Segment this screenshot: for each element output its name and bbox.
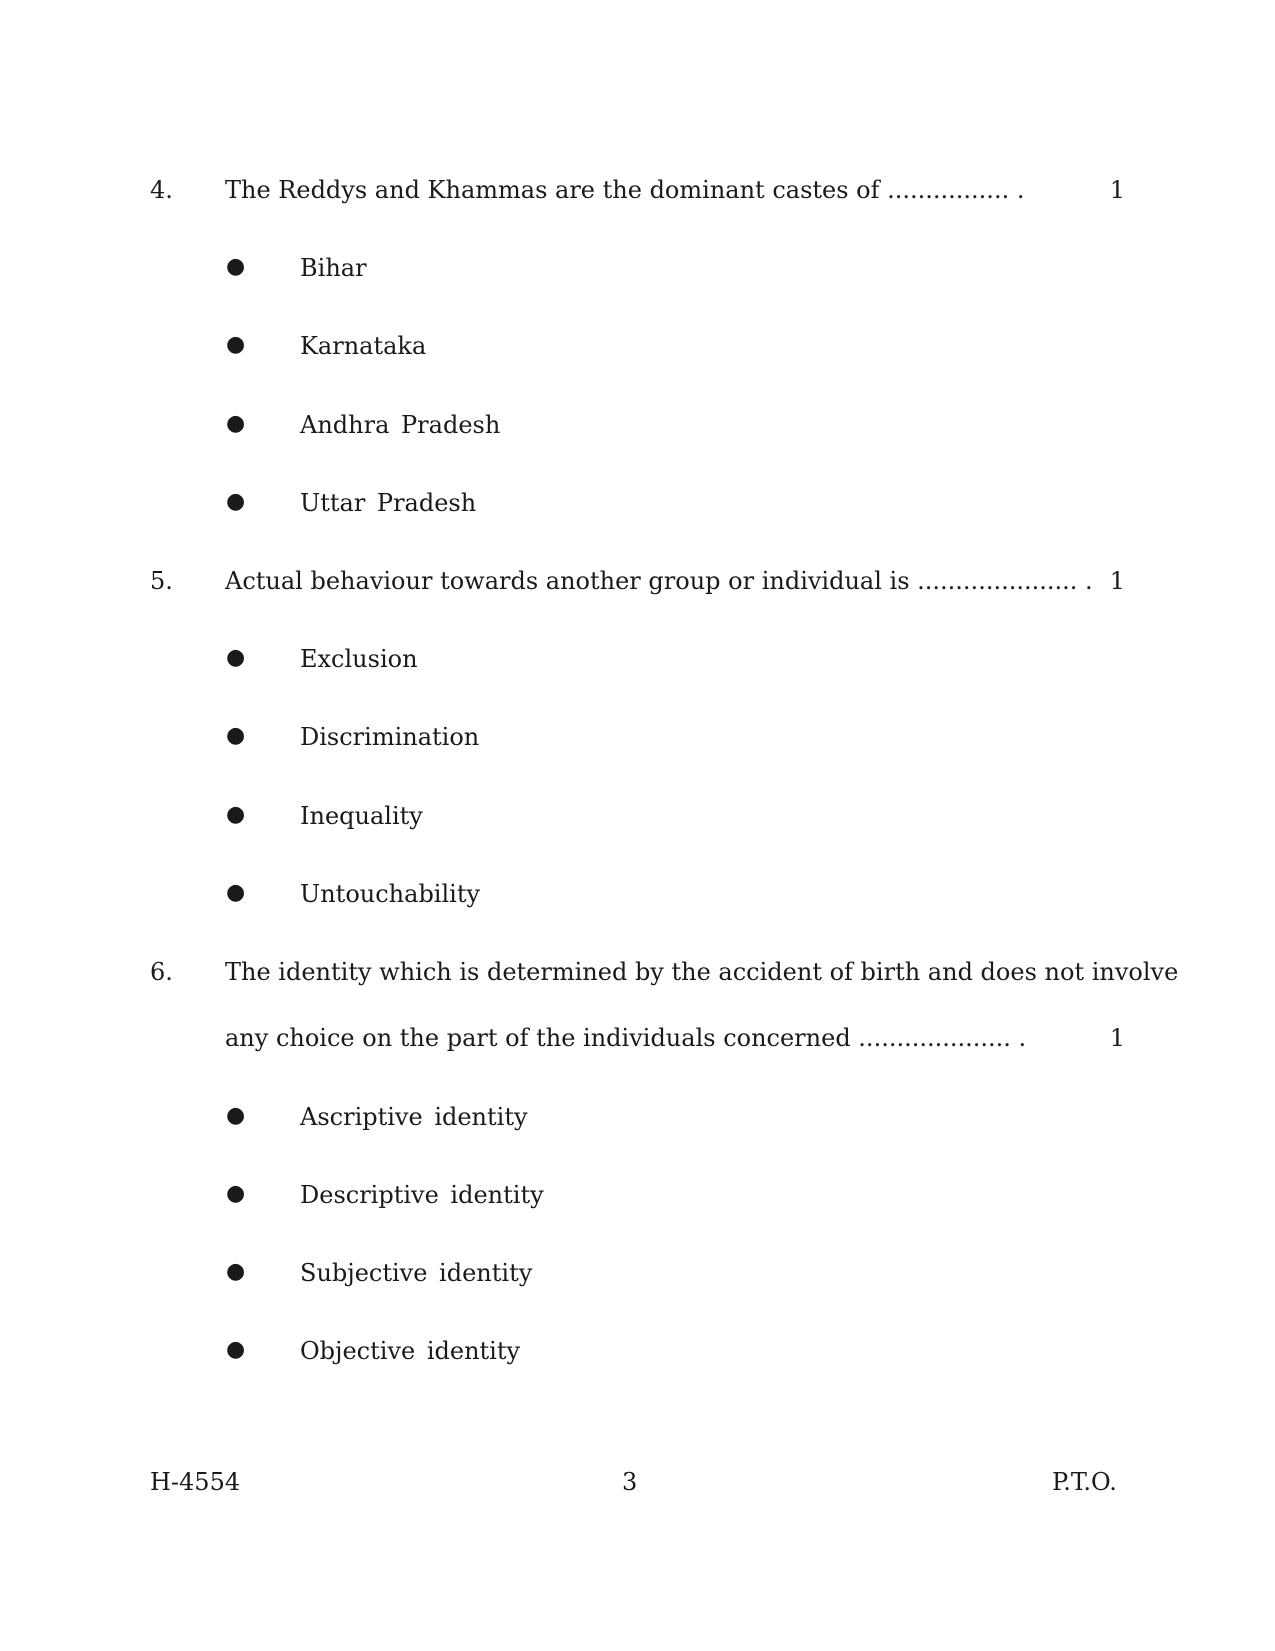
question-text-line-2: any choice on the part of the individuals concerned .................... .	[225, 1024, 1027, 1052]
bullet-icon: ●	[226, 880, 246, 905]
bullet-icon: ●	[226, 254, 246, 279]
bullet-icon: ●	[226, 802, 246, 827]
option-label: Objective identity	[300, 1337, 521, 1365]
option-label: Karnataka	[300, 332, 427, 360]
bullet-icon: ●	[226, 645, 246, 670]
question-text: The Reddys and Khammas are the dominant castes of ................ .	[225, 176, 1025, 204]
bullet-icon: ●	[226, 1259, 246, 1284]
option-label: Discrimination	[300, 723, 480, 751]
question-marks: 1	[1109, 176, 1125, 204]
question-number: 5.	[150, 567, 173, 595]
question-marks: 1	[1109, 1024, 1125, 1052]
option-label: Bihar	[300, 254, 367, 282]
bullet-icon: ●	[226, 723, 246, 748]
option-label: Descriptive identity	[300, 1181, 544, 1209]
option-label: Ascriptive identity	[300, 1103, 528, 1131]
option-label: Exclusion	[300, 645, 418, 673]
bullet-icon: ●	[226, 489, 246, 514]
option-label: Inequality	[300, 802, 423, 830]
option-label: Subjective identity	[300, 1259, 533, 1287]
bullet-icon: ●	[226, 411, 246, 436]
question-marks: 1	[1109, 567, 1125, 595]
option-label: Andhra Pradesh	[300, 411, 501, 439]
question-number: 4.	[150, 176, 173, 204]
question-number: 6.	[150, 958, 173, 986]
question-text-line-1: The identity which is determined by the accident of birth and does not involve	[225, 958, 1179, 986]
please-turn-over: P.T.O.	[1052, 1468, 1117, 1496]
option-label: Untouchability	[300, 880, 481, 908]
option-label: Uttar Pradesh	[300, 489, 477, 517]
page-number: 3	[622, 1468, 638, 1496]
paper-code: H-4554	[150, 1468, 241, 1496]
question-text: Actual behaviour towards another group or individual is ..................... .	[225, 567, 1093, 595]
bullet-icon: ●	[226, 1181, 246, 1206]
bullet-icon: ●	[226, 1103, 246, 1128]
bullet-icon: ●	[226, 1337, 246, 1362]
bullet-icon: ●	[226, 332, 246, 357]
